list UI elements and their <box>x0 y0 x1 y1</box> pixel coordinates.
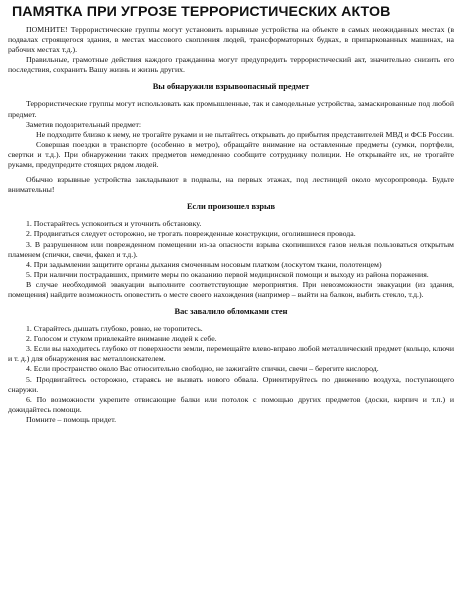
list-item: 1. Постарайтесь успокоиться и уточнить обстановку. <box>26 219 202 229</box>
section1-paragraph: Террористические группы могут использовать как промышленные, так и самодельные устройства, замаскированные под любой предмет. <box>8 99 454 119</box>
list-item: 5. При наличии пострадавших, примите меры по оказанию первой медицинской помощи и выходу из района поражения. <box>26 269 429 279</box>
intro-paragraph-warning: ПОМНИТЕ! Террористические группы могут установить взрывные устройства на объекте в самых неожиданных местах (в подвалах строящегося здания, в местах массового скопления людей, трансформаторных будках, в припаркованных машинах, на рабочих местах т.д.). <box>8 25 454 55</box>
list-item: 2. Голосом и стуком привлекайте внимание людей к себе. <box>26 334 217 344</box>
intro-paragraph-actions: Правильные, грамотные действия каждого гражданина могут предупредить террористический акт, значительно снизить его последствия, сохранить Вашу жизнь и жизнь других. <box>8 55 454 75</box>
section1-paragraph: Совершая поездки в транспорте (особенно в метро), обращайте внимание на оставленные предметы (сумки, портфели, свертки и т.д.). При обнаружении таких предметов немедленно сообщите сотруднику полиции. Не открывайте их, не трогайте руками, предупредите стоящих рядом людей. <box>8 139 454 170</box>
section3-closing: Помните – помощь придет. <box>26 414 117 424</box>
list-item: 1. Старайтесь дышать глубоко, ровно, не торопитесь. <box>26 324 203 334</box>
section2-closing: В случае необходимой эвакуации выполните соответствующие мероприятия. При невозможности эвакуации (из здания, помещения) найдите возможность оповестить о месте своего нахождения (например – выйти на балкон, выбить стекло, т.д.). <box>8 279 454 299</box>
section1-paragraph: Обычно взрывные устройства закладывают в подвалы, на первых этажах, под лестницей около мусоропровода. Будьте внимательны! <box>8 175 454 195</box>
list-item: 4. При задымлении защитите органы дыхания смоченным носовым платком (лоскутом ткани, полотенцем) <box>26 259 382 269</box>
section1-paragraph: Заметив подозрительный предмет: <box>26 119 142 129</box>
section-heading-rubble: Вас завалило обломками стен <box>174 307 288 317</box>
section-heading-explosive-object: Вы обнаружили взрывоопасный предмет <box>152 82 310 92</box>
section-heading-explosion: Если произошел взрыв <box>186 202 276 212</box>
list-item: 3. В разрушенном или поврежденном помещении из-за опасности взрыва скопившихся газов нельзя пользоваться открытым пламенем (спички, свечи, факел и т.д.). <box>8 239 454 259</box>
list-item: 3. Если вы находитесь глубоко от поверхности земли, перемещайте влево-вправо любой металлический предмет (кольцо, ключи и т. д.) для обнаружения вас металлоискателем. <box>8 344 454 364</box>
list-item: 2. Продвигаться следует осторожно, не трогать поврежденные конструкции, оголившиеся провода. <box>26 229 356 239</box>
section1-paragraph: Не подходите близко к нему, не трогайте руками и не пытайтесь открывать до прибытия представителей МВД и ФСБ России. <box>36 129 454 139</box>
list-item: 4. Если пространство около Вас относительно свободно, не зажигайте спички, свечи – берегите кислород. <box>26 364 379 374</box>
page-title: ПАМЯТКА ПРИ УГРОЗЕ ТЕРРОРИСТИЧЕСКИХ АКТОВ <box>12 4 391 20</box>
list-item: 5. Продвигайтесь осторожно, стараясь не вызвать нового обвала. Ориентируйтесь по движению воздуха, поступающего снаружи. <box>8 374 454 394</box>
list-item: 6. По возможности укрепите отвисающие балки или потолок с помощью других предметов (доски, кирпич и т.п.) и дожидайтесь помощи. <box>8 394 454 414</box>
